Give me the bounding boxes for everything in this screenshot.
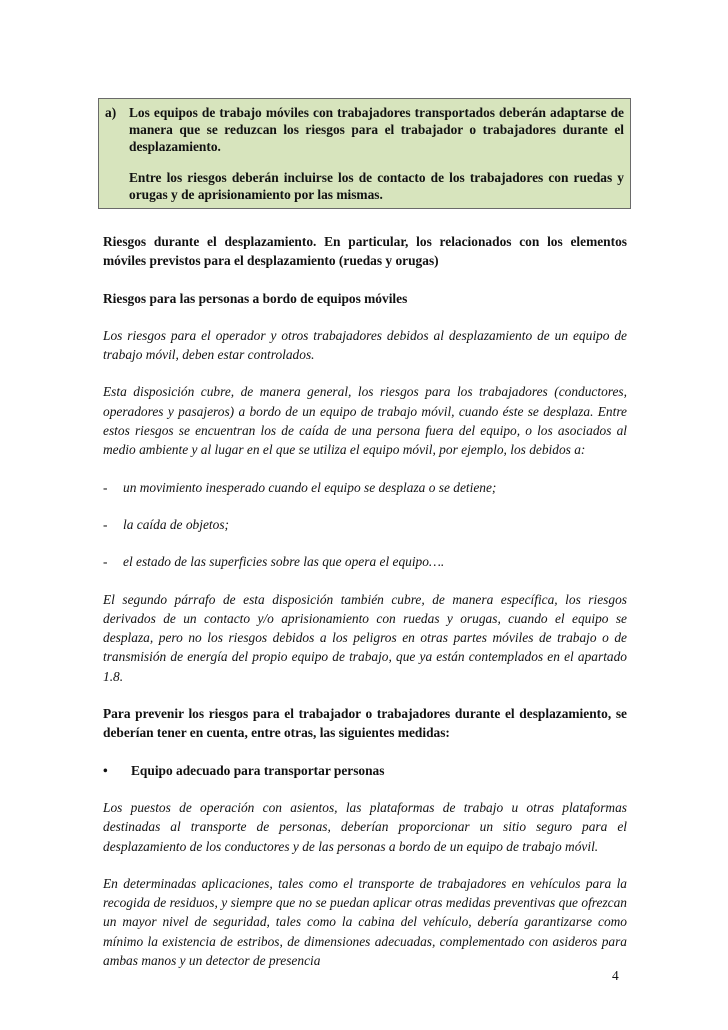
bullet-heading-text: Equipo adecuado para transportar personas	[131, 762, 385, 778]
list-item-text: la caída de objetos;	[123, 516, 229, 532]
dash-marker: -	[103, 516, 108, 532]
paragraph: El segundo párrafo de esta disposición también cubre, de manera específica, los riesgos derivados de un contacto y/o aprisionamiento con ruedas y orugas, cuando el equipo se desplaza, pero no los riesgos debidos a los peligros en otras partes móviles de trabajo o de transmisión de energía del propio equipo de trabajo, que ya están contemplados en el apartado 1.8.	[103, 591, 627, 684]
list-item	[103, 478, 627, 497]
dash-marker: -	[103, 479, 108, 495]
paragraph: Los puestos de operación con asientos, las plataformas de trabajo u otras plataformas destinadas al transporte de personas, deberían proporcionar un sitio seguro para el desplazamiento de los conductores y de las personas a bordo de un equipo de trabajo móvil.	[103, 799, 627, 854]
list-item	[103, 552, 627, 571]
document-body	[103, 232, 627, 988]
paragraph: En determinadas aplicaciones, tales como el transporte de trabajadores en vehículos para la recogida de residuos, y siempre que no se puedan aplicar otras medidas preventivas que ofrezcan un mayor nivel de seguridad, tales como la cabina del vehículo, debería garantizarse como mínimo la existencia de estribos, de dimensiones adecuadas, complementado con asideros para ambas manos y un detector de presencia	[103, 875, 627, 969]
item-label: a)	[105, 105, 117, 120]
page-number: 4	[612, 968, 619, 983]
list-item	[103, 515, 627, 534]
dash-marker: -	[103, 554, 108, 570]
paragraph: Los riesgos para el operador y otros trabajadores debidos al desplazamiento de un equipo de trabajo móvil, deben estar controlados.	[103, 327, 627, 363]
section-heading: Riesgos para las personas a bordo de equipos móviles	[103, 290, 408, 306]
highlighted-requirement-box	[98, 98, 631, 209]
requirement-item-a	[105, 104, 624, 156]
paragraph-bold: Para prevenir los riesgos para el trabajador o trabajadores durante el desplazamiento, se deberían tener en cuenta, entre otras, las siguientes medidas:	[103, 706, 627, 741]
section-intro: Riesgos durante el desplazamiento. En particular, los relacionados con los elementos móviles previstos para el desplazamiento (ruedas y orugas)	[103, 234, 627, 269]
bullet-heading	[103, 761, 627, 780]
list-item-text: un movimiento inesperado cuando el equipo se desplaza o se detiene;	[123, 479, 497, 495]
requirement-subtext: Entre los riesgos deberán incluirse los de contacto de los trabajadores con ruedas y orugas y de aprisionamiento por las mismas.	[129, 169, 624, 202]
paragraph: Esta disposición cubre, de manera general, los riesgos para los trabajadores (conductores, operadores y pasajeros) a bordo de un equipo de trabajo móvil, cuando éste se desplaza. Entre estos riesgos se encuentran los de caída de una persona fuera del equipo, o los asociados al medio ambiente y al lugar en el que se utiliza el equipo móvil, por ejemplo, los debidos a:	[103, 384, 627, 458]
bullet-marker: •	[103, 762, 108, 778]
list-item-text: el estado de las superficies sobre las que opera el equipo….	[123, 554, 445, 570]
requirement-text: Los equipos de trabajo móviles con trabajadores transportados deberán adaptarse de manera que se reduzcan los riesgos para el trabajador o trabajadores durante el desplazamiento.	[129, 105, 624, 155]
